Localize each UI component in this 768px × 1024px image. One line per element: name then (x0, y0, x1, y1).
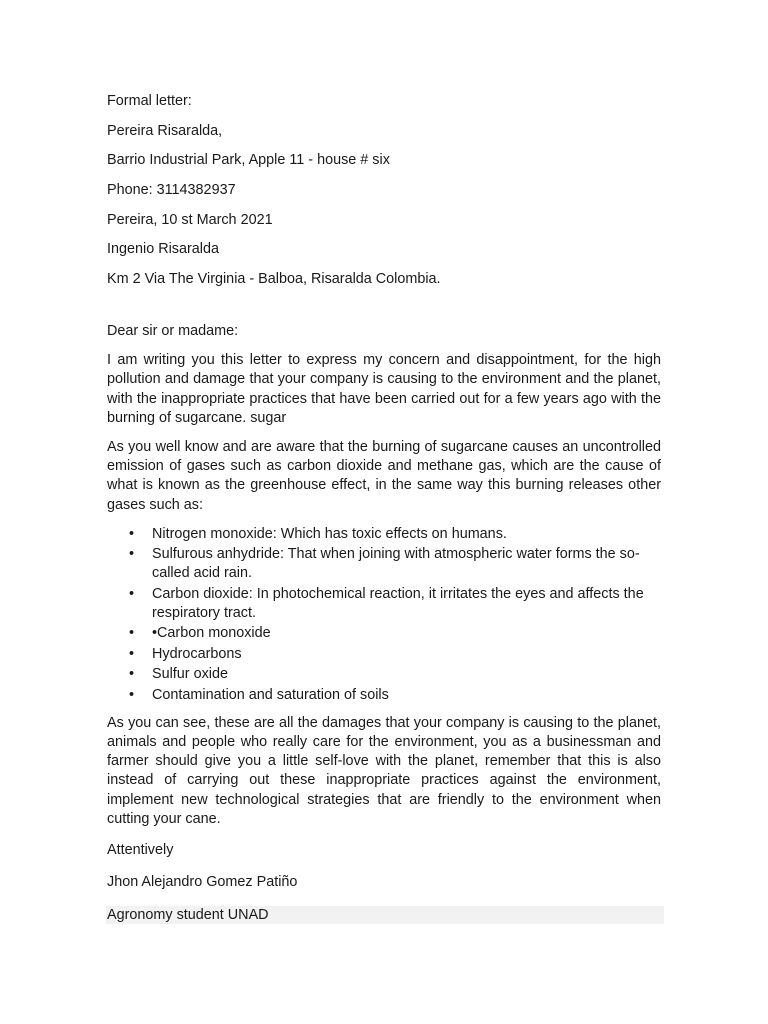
letter-title: Formal letter: (107, 93, 192, 109)
letter-date: Pereira, 10 st March 2021 (107, 211, 273, 228)
list-item-text: Hydrocarbons (152, 645, 242, 662)
signature-role: Agronomy student UNAD (106, 906, 664, 924)
bullet-icon: • (129, 625, 135, 642)
sender-city: Pereira Risaralda, (107, 122, 223, 139)
paragraph-concern: I am writing you this letter to express my concern and disappointment, for the high pollution and damage that your company is causing to the environment and the planet, with the inappropriate practices that have been carried out for a few years ago with the burning of sugarcane. sugar (107, 352, 661, 426)
list-item (107, 665, 661, 684)
letter-content (107, 92, 661, 938)
bullet-icon: • (129, 585, 135, 602)
bullet-icon: • (129, 645, 135, 662)
list-item (107, 545, 661, 583)
list-item-text: Contamination and saturation of soils (152, 686, 389, 703)
list-item (107, 525, 661, 544)
paragraph-damages: As you can see, these are all the damages that your company is causing to the planet, animals and people who really care for the environment, you as a businessman and farmer should give you a little self-love with the planet, remember that this is also instead of carrying out these inappropriate practices against the environment, implement new technological strategies that are friendly to the environment when cutting your cane. (107, 714, 661, 827)
recipient-name: Ingenio Risaralda (107, 241, 219, 258)
sender-address: Barrio Industrial Park, Apple 11 - house # six (107, 152, 390, 169)
list-item (107, 624, 661, 643)
bullet-icon: • (129, 666, 135, 683)
sender-phone: Phone: 3114382937 (107, 182, 236, 199)
salutation: Dear sir or madame: (107, 323, 239, 340)
list-item-text: Sulfurous anhydride: That when joining with atmospheric water forms the so-called acid rain. (152, 546, 640, 582)
valediction: Attentively (107, 841, 174, 858)
list-item-text: Sulfur oxide (152, 666, 228, 683)
bullet-icon: • (129, 686, 135, 703)
list-item (107, 585, 661, 623)
bullet-icon: • (129, 525, 135, 542)
gases-list (107, 525, 661, 705)
bullet-icon: • (129, 546, 135, 563)
list-item-text: •Carbon monoxide (152, 625, 271, 642)
signature-name: Jhon Alejandro Gomez Patiño (107, 874, 298, 891)
list-item (107, 686, 661, 705)
list-item-text: Nitrogen monoxide: Which has toxic effects on humans. (152, 525, 507, 542)
paragraph-emissions: As you well know and are aware that the burning of sugarcane causes an uncontrolled emission of gases such as carbon dioxide and methane gas, which are the cause of what is known as the greenhouse effect, in the same way this burning releases other gases such as: (107, 438, 661, 513)
list-item (107, 645, 661, 664)
recipient-address: Km 2 Via The Virginia - Balboa, Risaralda Colombia. (107, 271, 441, 288)
list-item-text: Carbon dioxide: In photochemical reaction, it irritates the eyes and affects the respiratory tract. (152, 585, 644, 621)
